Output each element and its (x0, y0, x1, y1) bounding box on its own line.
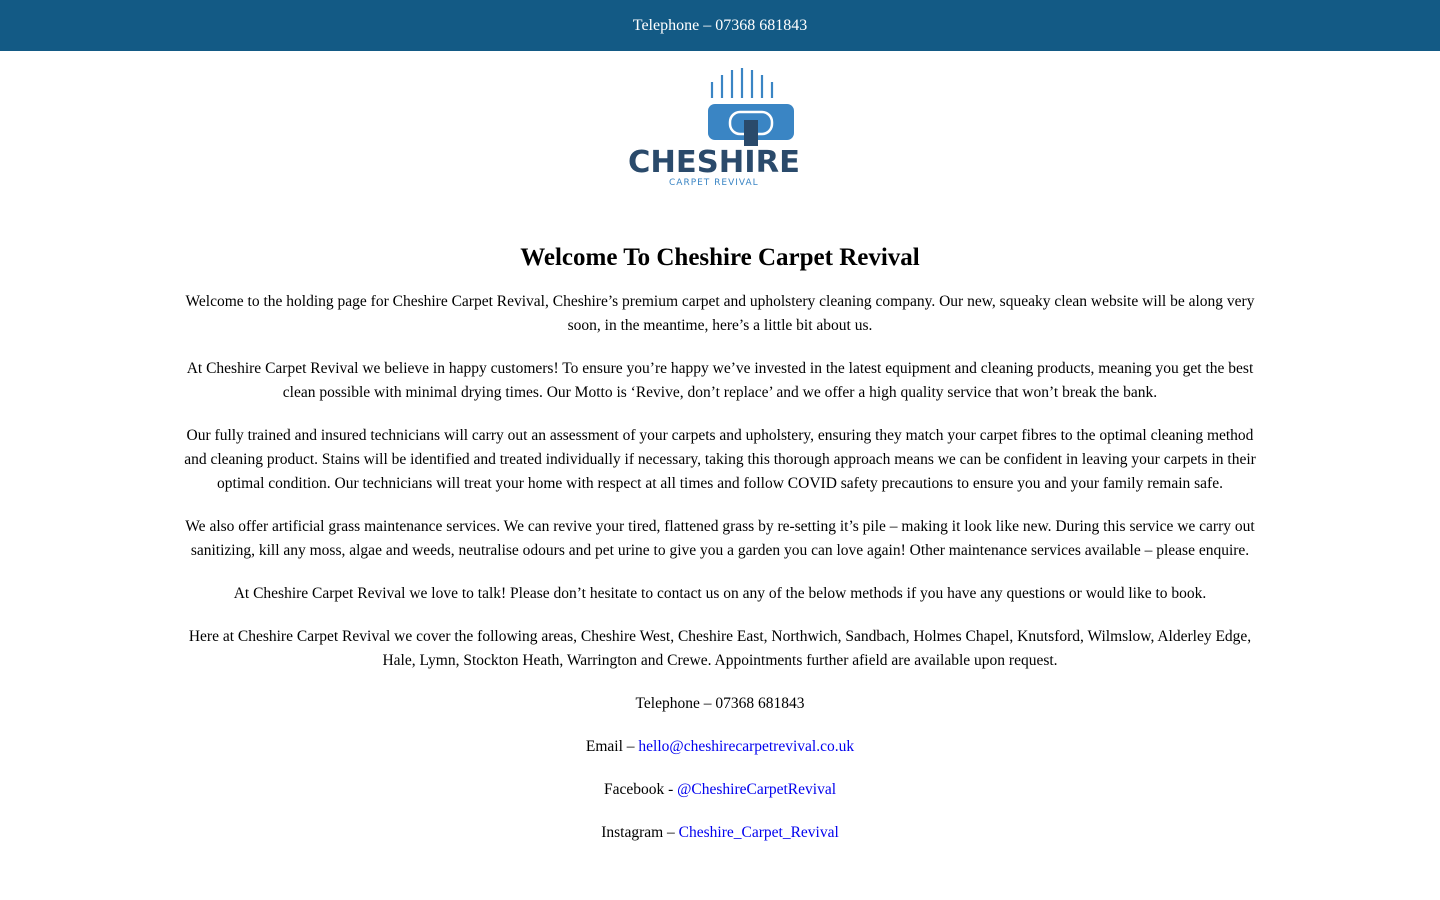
contact-invite-paragraph: At Cheshire Carpet Revival we love to talk! Please don’t hesitate to contact us on any of the below methods if you have any questions or would like to book. (233, 585, 1207, 602)
contact-facebook-line (175, 778, 1265, 802)
facebook-link[interactable]: @CheshireCarpetRevival (677, 781, 837, 798)
facebook-label: Facebook - (603, 781, 678, 798)
instagram-label: Instagram – (601, 824, 679, 841)
instagram-link[interactable]: Cheshire_Carpet_Revival (678, 824, 839, 841)
email-label: Email – (585, 738, 639, 755)
email-link[interactable]: hello@cheshirecarpetrevival.co.uk (638, 738, 855, 755)
main-content (175, 191, 1265, 845)
cheshire-carpet-revival-logo[interactable] (620, 60, 810, 185)
technicians-paragraph: Our fully trained and insured technicians will carry out an assessment of your carpets and upholstery, ensuring they match your carpet fibres to the optimal cleaning method and cleaning product. Stains will be identified and treated individually if necessary, taking this thorough approach means we can be confident in leaving your carpets in their optimal condition. Our technicians will treat your home with respect at all times and follow COVID safety precautions to ensure you and your family remain safe. (184, 427, 1256, 492)
coverage-areas-paragraph: Here at Cheshire Carpet Revival we cover the following areas, Cheshire West, Cheshire East, Northwich, Sandbach, Holmes Chapel, Knutsford, Wilmslow, Alderley Edge, Hale, Lymn, Stockton Heath, Warrington and Crewe. Appointments further afield are available upon request. (188, 628, 1252, 669)
logo-wordmark: CHESHIRE (628, 145, 800, 180)
intro-paragraph: Welcome to the holding page for Cheshire Carpet Revival, Cheshire’s premium carpet and upholstery cleaning company. Our new, squeaky clean website will be along very soon, in the meantime, here’s a little bit about us. (185, 293, 1255, 334)
brush-lines-icon (712, 68, 772, 98)
logo-area (0, 51, 1440, 191)
top-contact-bar (0, 0, 1440, 51)
contact-telephone: Telephone – 07368 681843 (635, 695, 805, 712)
logo-tagline: CARPET REVIVAL (669, 178, 759, 185)
topbar-telephone: Telephone – 07368 681843 (632, 17, 808, 34)
artificial-grass-paragraph: We also offer artificial grass maintenance services. We can revive your tired, flattened grass by re-setting it’s pile – making it look like new. During this service we carry out sanitizing, kill any moss, algae and weeds, neutralise odours and pet urine to give you a garden you can love again! Other maintenance services available – please enquire. (185, 518, 1255, 559)
contact-email-line (175, 735, 1265, 759)
contact-instagram-line (175, 821, 1265, 845)
happy-customers-paragraph: At Cheshire Carpet Revival we believe in happy customers! To ensure you’re happy we’ve invested in the latest equipment and cleaning products, meaning you get the best clean possible with minimal drying times. Our Motto is ‘Revive, don’t replace’ and we offer a high quality service that won’t break the bank. (186, 360, 1254, 401)
page-title: Welcome To Cheshire Carpet Revival (520, 244, 920, 271)
